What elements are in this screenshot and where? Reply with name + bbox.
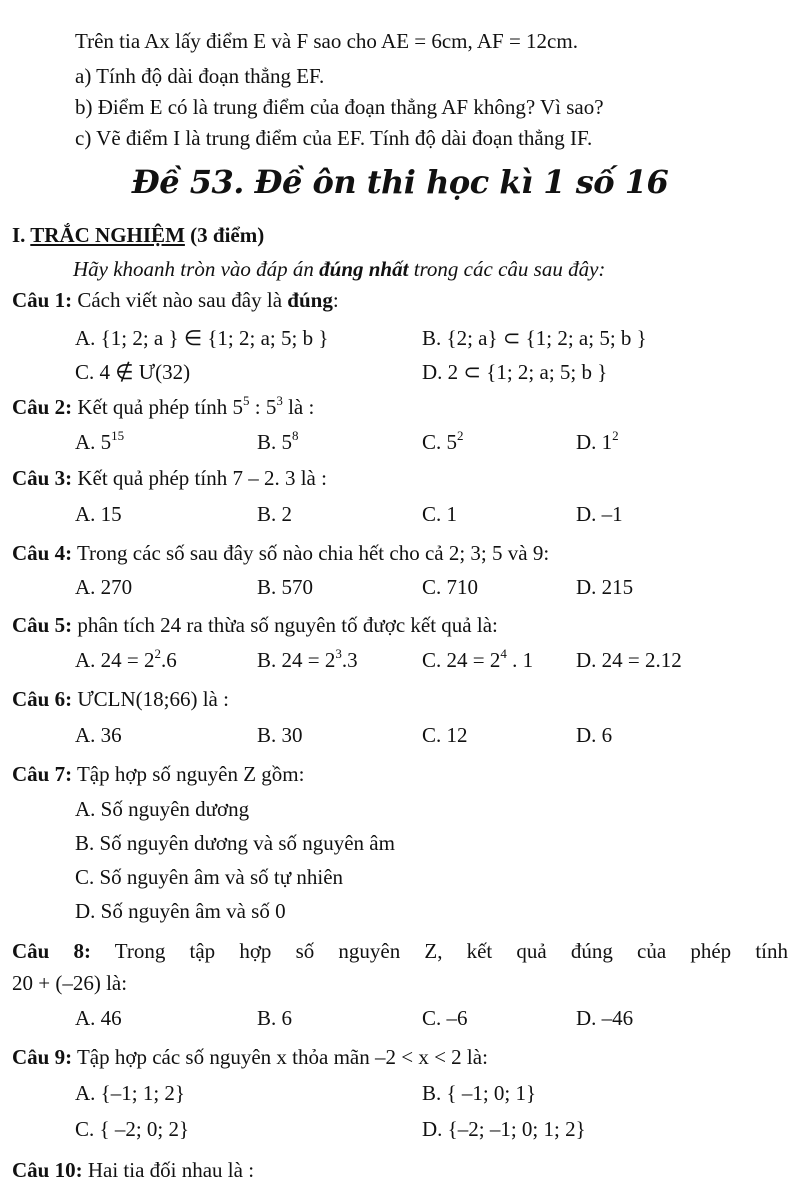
q7-option-b: B. Số nguyên dương và số nguyên âm bbox=[75, 831, 395, 855]
q5-option-b: B. $24 = 2^3.3$ bbox=[257, 646, 358, 672]
section-points: (3 điểm) bbox=[184, 223, 265, 247]
q7-option-d: D. Số nguyên âm và số 0 bbox=[75, 899, 286, 923]
q3-option-d: D. –1 bbox=[576, 502, 623, 526]
q6-option-d: D. 6 bbox=[576, 723, 613, 747]
q5-option-c: C. $24 = 2^4$ . 1 bbox=[422, 646, 534, 672]
q3-stem: Câu 3: Kết quả phép tính 7 – 2. 3 là : bbox=[12, 466, 327, 490]
q4-stem: Câu 4: Trong các số sau đây số nào chia hết cho cả 2; 3; 5 và 9: bbox=[12, 541, 550, 565]
q3-option-c: C. 1 bbox=[422, 502, 458, 526]
q1-stem: Câu 1: Cách viết nào sau đây là đúng: bbox=[12, 288, 339, 312]
q2-option-c: C. $5^2$ bbox=[422, 428, 464, 454]
q2-option-d: D. $1^2$ bbox=[576, 428, 619, 454]
intro-part-b: b) Điểm E có là trung điểm của đoạn thẳng AF không? Vì sao? bbox=[75, 95, 604, 119]
q4-option-a: A. 270 bbox=[75, 575, 133, 599]
q5-option-d: D. 24 = 2.12 bbox=[576, 648, 682, 672]
q8-option-b: B. 6 bbox=[257, 1006, 293, 1030]
q9-option-a: A. {–1; 1; 2} bbox=[75, 1081, 185, 1105]
section-header bbox=[12, 222, 264, 248]
q9-option-b: B. { –1; 0; 1} bbox=[422, 1081, 537, 1105]
q10-stem: Câu 10: Hai tia đối nhau là : bbox=[12, 1158, 255, 1182]
section-prefix: I. bbox=[12, 223, 31, 247]
q3-option-b: B. 2 bbox=[257, 502, 293, 526]
q7-stem: Câu 7: Tập hợp số nguyên Z gồm: bbox=[12, 762, 305, 786]
q6-option-b: B. 30 bbox=[257, 723, 303, 747]
q3-option-a: A. 15 bbox=[75, 502, 122, 526]
q9-option-c: C. { –2; 0; 2} bbox=[75, 1117, 190, 1141]
q6-stem: Câu 6: ƯCLN(18;66) là : bbox=[12, 687, 229, 711]
section-instruction: Hãy khoanh tròn vào đáp án đúng nhất trong các câu sau đây: bbox=[73, 257, 606, 281]
q5-option-a: A. $24 = 2^2.6$ bbox=[75, 646, 177, 672]
q4-option-d: D. 215 bbox=[576, 575, 634, 599]
q8-option-c: C. –6 bbox=[422, 1006, 468, 1030]
q2-option-a: A. $5^{15}$ bbox=[75, 428, 125, 454]
q1-option-d: D. 2 ⊂ {1; 2; a; 5; b } bbox=[422, 360, 608, 384]
q9-option-d: D. {–2; –1; 0; 1; 2} bbox=[422, 1117, 586, 1141]
q1-option-c: C. 4 ∉ Ư(32) bbox=[75, 360, 191, 384]
q1-option-b: B. {2; a} ⊂ {1; 2; a; 5; b } bbox=[422, 326, 647, 350]
q8-option-a: A. 46 bbox=[75, 1006, 122, 1030]
q8-stem: Câu 8: Trong tập hợp số nguyên Z, kết quả đúng của phép tính bbox=[12, 939, 788, 963]
q6-option-a: A. 36 bbox=[75, 723, 122, 747]
q2-stem: Câu 2: Kết quả phép tính $5^5$ : $5^3$ là : bbox=[12, 393, 315, 419]
q6-option-c: C. 12 bbox=[422, 723, 468, 747]
section-name: TRẮC NGHIỆM bbox=[30, 223, 185, 247]
q4-option-b: B. 570 bbox=[257, 575, 314, 599]
q5-stem: Câu 5: phân tích 24 ra thừa số nguyên tố được kết quả là: bbox=[12, 613, 498, 637]
intro-part-a: a) Tính độ dài đoạn thẳng EF. bbox=[75, 64, 325, 88]
q9-stem: Câu 9: Tập hợp các số nguyên x thỏa mãn –2 < x < 2 là: bbox=[12, 1045, 488, 1069]
q4-option-c: C. 710 bbox=[422, 575, 479, 599]
exam-title: Đề 53. Đề ôn thi học kì 1 số 16 bbox=[131, 163, 669, 201]
q2-option-b: B. $5^8$ bbox=[257, 428, 299, 454]
q8-stem-cont: 20 + (–26) là: bbox=[12, 971, 128, 995]
q7-option-a: A. Số nguyên dương bbox=[75, 797, 250, 821]
intro-line: Trên tia Ax lấy điểm E và F sao cho AE = 6cm, AF = 12cm. bbox=[75, 29, 578, 53]
q8-option-d: D. –46 bbox=[576, 1006, 634, 1030]
intro-part-c: c) Vẽ điểm I là trung điểm của EF. Tính độ dài đoạn thẳng IF. bbox=[75, 126, 593, 150]
q7-option-c: C. Số nguyên âm và số tự nhiên bbox=[75, 865, 344, 889]
q1-option-a: A. {1; 2; a } ∈ {1; 2; a; 5; b } bbox=[75, 326, 329, 350]
